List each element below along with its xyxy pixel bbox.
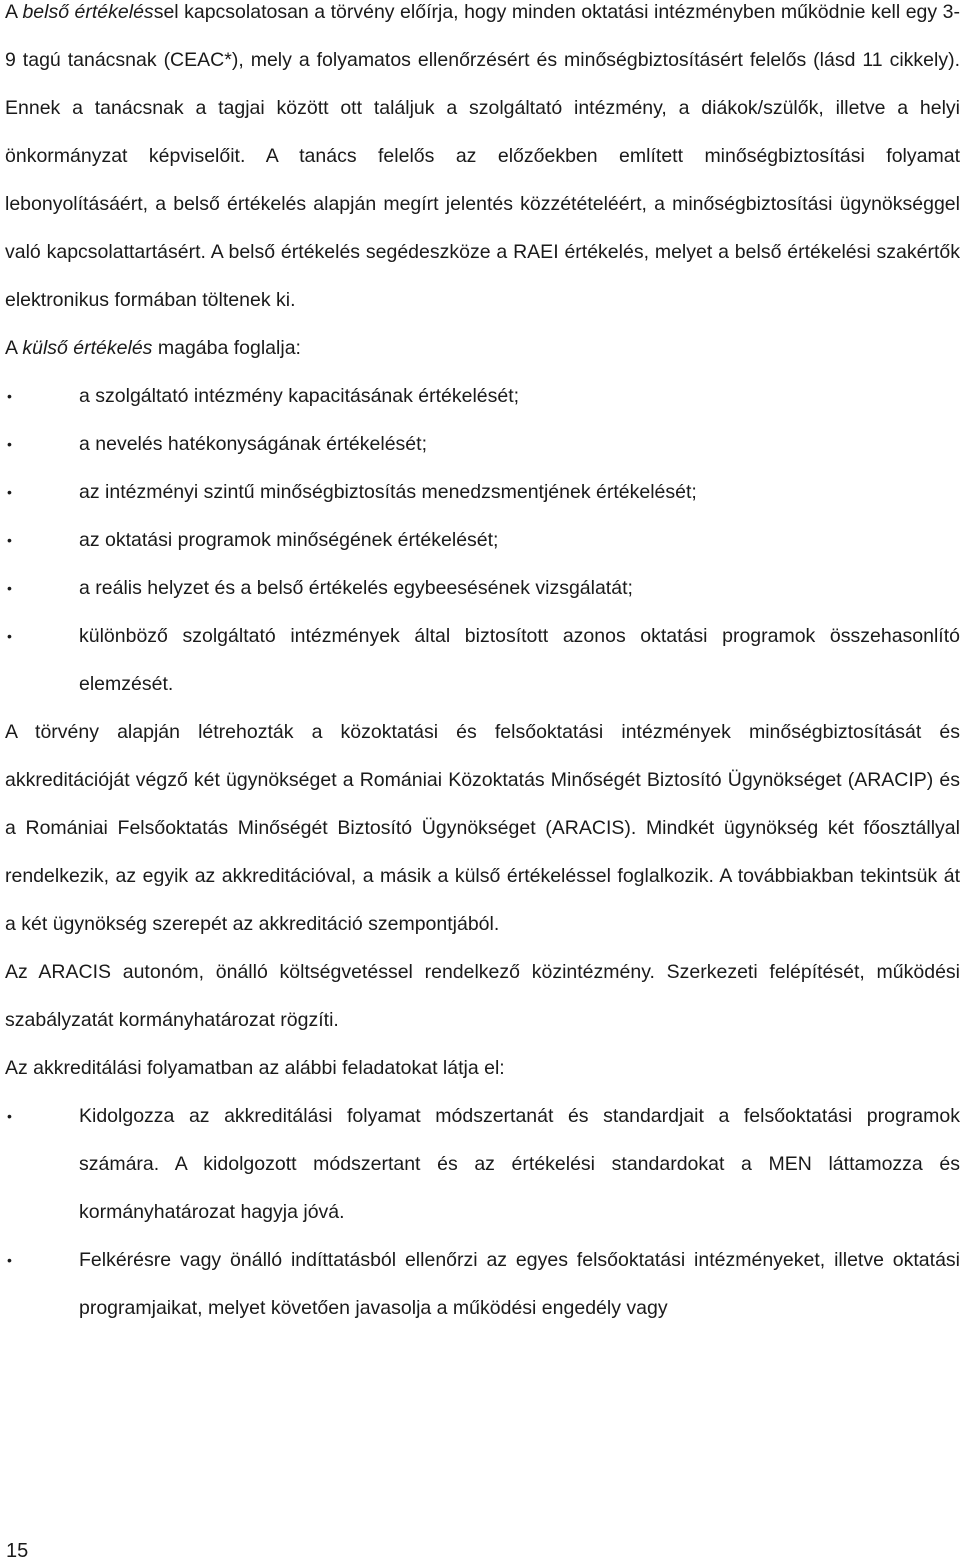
bullet-icon: • [7,580,12,596]
list-item-text: a nevelés hatékonyságának értékelését; [79,433,427,455]
external-eval-term: külső értékelés [22,337,153,359]
page-number: 15 [6,1540,29,1562]
external-evaluation-list [5,372,960,708]
list-item [5,1236,960,1332]
paragraph-aracis: Az ARACIS autonóm, önálló költségvetéssel rendelkező közintézmény. Szerkezeti felépítését, működési szabályzatát kormányhatározat rögzíti. [5,961,960,1031]
paragraph-internal-evaluation [5,0,960,324]
bullet-icon: • [7,388,12,404]
internal-eval-text: sel kapcsolatosan a törvény előírja, hogy minden oktatási intézményben működnie kell egy 3-9 tagú tanácsnak (CEAC*), mely a folyamatos ellenőrzésért és minőségbiztosításért felelős (lásd 11 cikkely). Ennek a tanácsnak a tagjai között ott találjuk a szolgáltató intézmény, a diákok/szülők, illetve a helyi önkormányzat képviselőit. A tanács felelős az előzőekben említett minőségbiztosítási folyamat lebonyolításáért, a belső értékelés alapján megírt jelentés közzétételéért, a minőségbiztosítási ügynökséggel való kapcsolattartásért. A belső értékelés segédeszköze a RAEI értékelés, melyet a belső értékelési szakértők elektronikus formában töltenek ki. [5,1,960,311]
paragraph-agencies: A törvény alapján létrehozták a közoktatási és felsőoktatási intézmények minőségbiztosítását és akkreditációját végző két ügynökséget a Romániai Közoktatás Minőségét Biztosító Ügynökséget (ARACIP) és a Romániai Felsőoktatás Minőségét Biztosító Ügynökséget (ARACIS). Mindkét ügynökség két főosztállyal rendelkezik, az egyik az akkreditációval, a másik a külső értékeléssel foglalkozik. A továbbiakban tekintsük át a két ügynökség szerepét az akkreditáció szempontjából. [5,721,960,935]
external-evaluation-intro [5,324,960,372]
external-eval-before: A [5,337,23,359]
bullet-icon: • [7,1252,12,1268]
list-item [5,612,960,708]
list-item-text: a reális helyzet és a belső értékelés egybeesésének vizsgálatát; [79,577,633,599]
paragraph-tasks-intro: Az akkreditálási folyamatban az alábbi feladatokat látja el: [5,1057,505,1079]
bullet-icon: • [7,532,12,548]
list-item-text: az oktatási programok minőségének értékelését; [79,529,499,551]
bullet-icon: • [7,484,12,500]
document-page [5,0,960,1332]
list-item [5,564,960,612]
bullet-icon: • [7,1108,12,1124]
list-item-text: a szolgáltató intézmény kapacitásának értékelését; [79,385,520,407]
list-item-text: Kidolgozza az akkreditálási folyamat módszertanát és standardjait a felsőoktatási programok számára. A kidolgozott módszertant és az értékelési standardokat a MEN láttamozza és kormányhatározat hagyja jóvá. [79,1105,960,1223]
list-item-text: különböző szolgáltató intézmények által biztosított azonos oktatási programok összehasonlító elemzését. [79,625,960,695]
list-item [5,372,960,420]
list-item [5,1092,960,1236]
list-item [5,516,960,564]
list-item-text: Felkérésre vagy önálló indíttatásból ellenőrzi az egyes felsőoktatási intézményeket, illetve oktatási programjaikat, melyet követően javasolja a működési engedély vagy [79,1249,960,1319]
list-item-text: az intézményi szintű minőségbiztosítás menedzsmentjének értékelését; [79,481,697,503]
bullet-icon: • [7,628,12,644]
bullet-icon: • [7,436,12,452]
external-eval-after: magába foglalja: [152,337,301,359]
list-item [5,420,960,468]
internal-eval-before: A [5,1,23,23]
list-item [5,468,960,516]
internal-eval-term: belső értékelés [22,1,154,23]
task-list [5,1092,960,1332]
